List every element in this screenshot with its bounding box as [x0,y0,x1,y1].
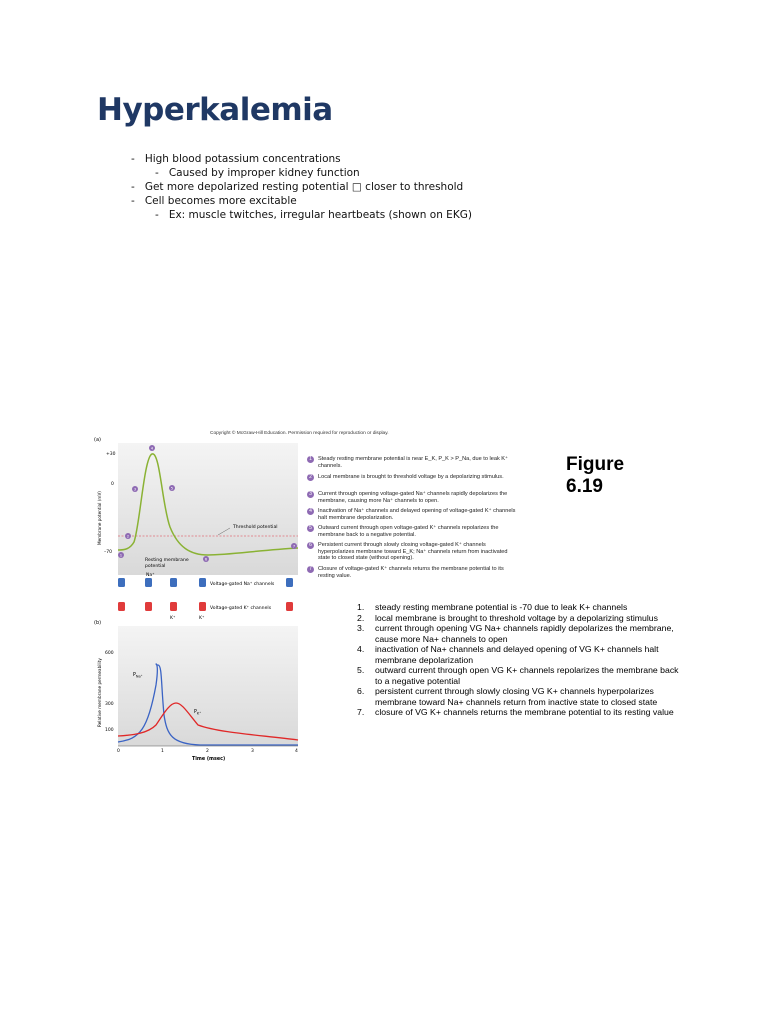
ytick: 100 [105,728,114,733]
page-title: Hyperkalemia [97,92,333,128]
step-list [357,602,687,718]
legend-item: 2 Local membrane is brought to threshold voltage by a depolarizing stimulus. [307,474,517,481]
step-badge: 1 [307,456,314,463]
step-badge: 5 [307,525,314,532]
na-ion-label: Na⁺ [146,573,155,578]
legend-item: 1 Steady resting membrane potential is near E_K, P_K > P_Na, due to leak K⁺ channels. [307,456,517,469]
na-channel-icon [118,578,125,587]
step-badge: 3 [307,491,314,498]
legend-item: 3 Current through opening voltage-gated Na⁺ channels rapidly depolarizes the membrane, causing more Na⁺ channels to open. [307,491,517,504]
legend-item: 7 Closure of voltage-gated K⁺ channels returns the membrane potential to its resting value. [307,566,517,579]
ytick: +30 [106,452,116,457]
k-channels-label: Voltage-gated K⁺ channels [210,606,272,611]
panel-a-ylabel: Membrane potential (mV) [97,491,102,545]
step-badge: 7 [307,566,314,573]
k-channel-icon [199,602,206,611]
resting-label: Resting membrane [145,558,189,563]
svg-text:2: 2 [126,533,130,539]
svg-text:4: 4 [150,445,154,451]
action-potential-figure [90,425,310,770]
xtick: 4 [295,749,298,754]
na-channel-icon [145,578,152,587]
ytick: 300 [105,702,114,707]
list-item: 2. local membrane is brought to threshold voltage by a depolarizing stimulus [357,612,658,623]
na-curve-label: $P_{Na^+}$ [133,673,143,679]
svg-text:3: 3 [133,486,137,492]
na-channel-icon [286,578,293,587]
panel-b-ylabel: Relative membrane permeability [97,658,102,727]
step-badge: 2 [307,474,314,481]
list-item: 7. closure of VG K+ channels returns the membrane potential to its resting value [357,707,674,717]
svg-text:1: 1 [119,552,123,558]
step-badge: 4 [307,508,314,515]
k-curve-label: $P_{K^+}$ [194,710,202,716]
xtick: 0 [117,749,120,754]
bullet-item: - Get more depolarized resting potential □ closer to threshold [131,181,464,193]
svg-text:5: 5 [170,485,174,491]
list-item: 3. current through opening VG Na+ channels rapidly depolarizes the membrane, cause more Na+ channels to open [357,623,674,644]
figure-copyright: Copyright © McGraw-Hill Education. Permission required for reproduction or display. [210,431,389,436]
step-badge: 6 [307,542,314,549]
figure-label: Figure 6.19 [566,454,625,497]
k-channel-icon [145,602,152,611]
legend-item: 4 Inactivation of Na⁺ channels and delayed opening of voltage-gated K⁺ channels halt membrane depolarization. [307,508,517,521]
list-item: 5. outward current through open VG K+ channels repolarizes the membrane back to a negative potential [357,665,679,686]
na-channels-label: Voltage-gated Na⁺ channels [210,582,275,587]
svg-text:7: 7 [292,543,296,549]
xtick: 1 [161,749,164,754]
k-ion-label: K⁺ [199,616,205,621]
k-channel-icon [170,602,177,611]
bullet-item: - Cell becomes more excitable [131,195,297,207]
ytick: 0 [111,482,114,487]
panel-b-label: (b) [94,620,102,626]
k-channel-icon [286,602,293,611]
list-item: 6. persistent current through slowly closing VG K+ channels hyperpolarizes membrane toward Na+ channels return from inactive state to closed state [357,686,658,707]
xtick: 2 [206,749,209,754]
sub-bullet-item: - Caused by improper kidney function [155,167,360,179]
threshold-label: Threshold potential [233,525,278,530]
list-item: 1. steady resting membrane potential is -70 due to leak K+ channels [357,602,628,612]
na-channel-icon [170,578,177,587]
sub-bullet-item: - Ex: muscle twitches, irregular heartbeats (shown on EKG) [155,209,472,221]
legend-item: 5 Outward current through open voltage-gated K⁺ channels repolarizes the membrane back to a negative potential. [307,525,517,538]
ytick: –70 [104,550,112,555]
legend-item: 6 Persistent current through slowly closing voltage-gated K⁺ channels hyperpolarizes membrane toward E_K; Na⁺ channels return from inactivated state to closed state (without opening). [307,542,517,562]
list-item: 4. inactivation of Na+ channels and delayed opening of VG K+ channels halt membrane depolarization [357,644,659,665]
svg-text:6: 6 [204,556,208,562]
xtick: 3 [251,749,254,754]
na-channel-icon [199,578,206,587]
panel-a-label: (a) [94,437,101,443]
k-ion-label: K⁺ [170,616,176,621]
bullet-item: - High blood potassium concentrations [131,153,341,165]
ytick: 600 [105,651,114,656]
k-channel-icon [118,602,125,611]
resting-label: potential [145,564,166,569]
panel-b-xlabel: Time (msec) [192,757,226,762]
